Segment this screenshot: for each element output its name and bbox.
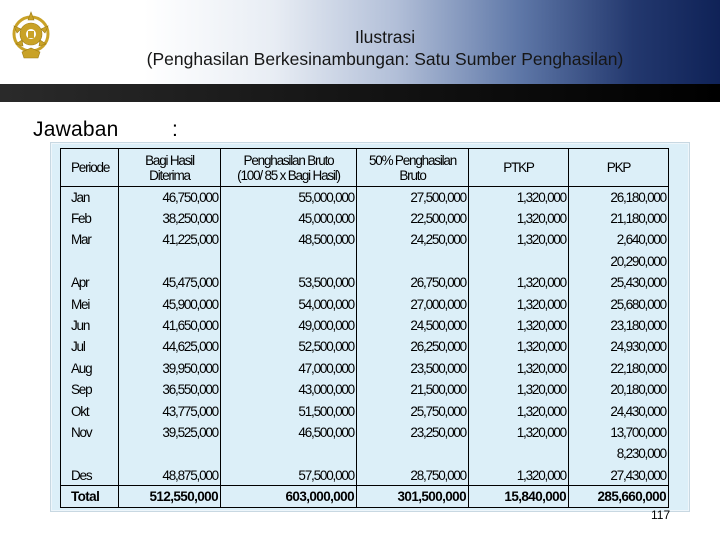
cell-periode: Okt <box>61 400 119 421</box>
cell-periode: Mar <box>61 229 119 250</box>
cell-ptkp <box>469 251 569 272</box>
cell-half: 27,000,000 <box>357 293 469 314</box>
header-half-line2: Bruto <box>399 167 426 183</box>
cell-half: 25,750,000 <box>357 400 469 421</box>
page-number: 117 <box>651 508 671 522</box>
cell-pkp: 2,640,000 <box>569 229 669 250</box>
table-row <box>61 293 669 314</box>
cell-ptkp: 1,320,000 <box>469 272 569 293</box>
total-cell-half: 301,500,000 <box>357 486 469 507</box>
cell-pkp: 27,430,000 <box>569 465 669 486</box>
cell-pkp: 25,430,000 <box>569 272 669 293</box>
cell-ptkp: 1,320,000 <box>469 465 569 486</box>
cell-periode: Jul <box>61 336 119 357</box>
answer-colon: : <box>172 118 178 141</box>
cell-bruto: 52,500,000 <box>221 336 357 357</box>
total-cell-bruto: 603,000,000 <box>221 486 357 507</box>
cell-half: 28,750,000 <box>357 465 469 486</box>
header-bagi-hasil-line2: Diterima <box>149 167 190 183</box>
cell-half: 23,500,000 <box>357 358 469 379</box>
cell-periode: Nov <box>61 422 119 443</box>
cell-ptkp: 1,320,000 <box>469 293 569 314</box>
table-row <box>61 443 669 464</box>
table-total-row <box>61 486 669 507</box>
cell-half: 21,500,000 <box>357 379 469 400</box>
cell-bagi-hasil: 39,525,000 <box>119 422 221 443</box>
header-half-line1: 50% Penghasilan <box>368 152 457 168</box>
table-row <box>61 187 669 208</box>
cell-periode: Sep <box>61 379 119 400</box>
cell-pkp: 13,700,000 <box>569 422 669 443</box>
header-band <box>0 84 720 102</box>
cell-half: 27,500,000 <box>357 187 469 208</box>
cell-pkp: 20,180,000 <box>569 379 669 400</box>
cell-ptkp: 1,320,000 <box>469 336 569 357</box>
cell-bruto: 47,000,000 <box>221 358 357 379</box>
cell-bagi-hasil: 38,250,000 <box>119 208 221 229</box>
tax-table <box>60 148 669 508</box>
table-row <box>61 400 669 421</box>
header-penghasilan-bruto <box>221 149 357 187</box>
cell-bruto: 46,500,000 <box>221 422 357 443</box>
cell-half: 23,250,000 <box>357 422 469 443</box>
cell-periode: Jan <box>61 187 119 208</box>
title-line-1: Ilustrasi <box>354 27 416 47</box>
table-row <box>61 229 669 250</box>
table-row <box>61 379 669 400</box>
cell-half <box>357 443 469 464</box>
cell-bruto: 49,000,000 <box>221 315 357 336</box>
cell-ptkp: 1,320,000 <box>469 187 569 208</box>
cell-bagi-hasil: 36,550,000 <box>119 379 221 400</box>
header-ptkp: PTKP <box>469 149 569 187</box>
table-row <box>61 315 669 336</box>
cell-ptkp: 1,320,000 <box>469 400 569 421</box>
cell-periode: Aug <box>61 358 119 379</box>
table-row <box>61 336 669 357</box>
cell-periode: Feb <box>61 208 119 229</box>
cell-half <box>357 251 469 272</box>
cell-bagi-hasil <box>119 251 221 272</box>
cell-periode: Apr <box>61 272 119 293</box>
cell-bruto: 57,500,000 <box>221 465 357 486</box>
cell-bagi-hasil: 46,750,000 <box>119 187 221 208</box>
cell-pkp: 25,680,000 <box>569 293 669 314</box>
cell-ptkp: 1,320,000 <box>469 208 569 229</box>
cell-bruto: 53,500,000 <box>221 272 357 293</box>
answer-label: Jawaban <box>33 118 119 141</box>
table-row <box>61 251 669 272</box>
header-periode: Periode <box>61 149 119 187</box>
cell-ptkp: 1,320,000 <box>469 379 569 400</box>
cell-half: 26,250,000 <box>357 336 469 357</box>
cell-periode: Jun <box>61 315 119 336</box>
total-cell-ptkp: 15,840,000 <box>469 486 569 507</box>
cell-bruto: 45,000,000 <box>221 208 357 229</box>
cell-pkp: 24,430,000 <box>569 400 669 421</box>
cell-periode: Mei <box>61 293 119 314</box>
cell-half: 24,500,000 <box>357 315 469 336</box>
header-bagi-hasil <box>119 149 221 187</box>
cell-bagi-hasil: 41,650,000 <box>119 315 221 336</box>
cell-bagi-hasil <box>119 443 221 464</box>
header-bagi-hasil-line1: Bagi Hasil <box>145 152 194 168</box>
cell-bruto: 55,000,000 <box>221 187 357 208</box>
cell-pkp: 21,180,000 <box>569 208 669 229</box>
cell-pkp: 26,180,000 <box>569 187 669 208</box>
cell-ptkp: 1,320,000 <box>469 422 569 443</box>
cell-pkp: 22,180,000 <box>569 358 669 379</box>
total-cell-periode: Total <box>61 486 119 507</box>
cell-pkp: 23,180,000 <box>569 315 669 336</box>
table-row <box>61 358 669 379</box>
university-emblem-icon <box>4 4 58 66</box>
cell-bruto <box>221 443 357 464</box>
table-header-row <box>61 149 669 187</box>
cell-ptkp <box>469 443 569 464</box>
cell-ptkp: 1,320,000 <box>469 358 569 379</box>
cell-bruto: 51,500,000 <box>221 400 357 421</box>
total-cell-pkp: 285,660,000 <box>569 486 669 507</box>
slide-title <box>60 26 710 70</box>
cell-half: 24,250,000 <box>357 229 469 250</box>
header-bruto-line2: (100/ 85 x Bagi Hasil) <box>237 167 340 183</box>
title-line-2: (Penghasilan Berkesinambungan: Satu Sumber Penghasilan) <box>146 49 624 69</box>
cell-half: 26,750,000 <box>357 272 469 293</box>
cell-bagi-hasil: 39,950,000 <box>119 358 221 379</box>
cell-ptkp: 1,320,000 <box>469 229 569 250</box>
cell-ptkp: 1,320,000 <box>469 315 569 336</box>
table-row <box>61 208 669 229</box>
cell-bagi-hasil: 44,625,000 <box>119 336 221 357</box>
cell-periode: Des <box>61 465 119 486</box>
cell-bruto: 54,000,000 <box>221 293 357 314</box>
cell-bruto <box>221 251 357 272</box>
cell-half: 22,500,000 <box>357 208 469 229</box>
cell-bagi-hasil: 48,875,000 <box>119 465 221 486</box>
table-row <box>61 465 669 486</box>
cell-bruto: 43,000,000 <box>221 379 357 400</box>
cell-bagi-hasil: 45,900,000 <box>119 293 221 314</box>
cell-periode <box>61 443 119 464</box>
total-cell-bagi-hasil: 512,550,000 <box>119 486 221 507</box>
header-pkp: PKP <box>569 149 669 187</box>
table-row <box>61 422 669 443</box>
cell-periode <box>61 251 119 272</box>
cell-bagi-hasil: 41,225,000 <box>119 229 221 250</box>
header-lima-puluh-persen <box>357 149 469 187</box>
cell-bagi-hasil: 45,475,000 <box>119 272 221 293</box>
cell-bagi-hasil: 43,775,000 <box>119 400 221 421</box>
table-row <box>61 272 669 293</box>
cell-bruto: 48,500,000 <box>221 229 357 250</box>
cell-pkp: 20,290,000 <box>569 251 669 272</box>
table-body <box>61 187 669 508</box>
cell-pkp: 8,230,000 <box>569 443 669 464</box>
cell-pkp: 24,930,000 <box>569 336 669 357</box>
header-bruto-line1: Penghasilan Bruto <box>243 152 334 168</box>
